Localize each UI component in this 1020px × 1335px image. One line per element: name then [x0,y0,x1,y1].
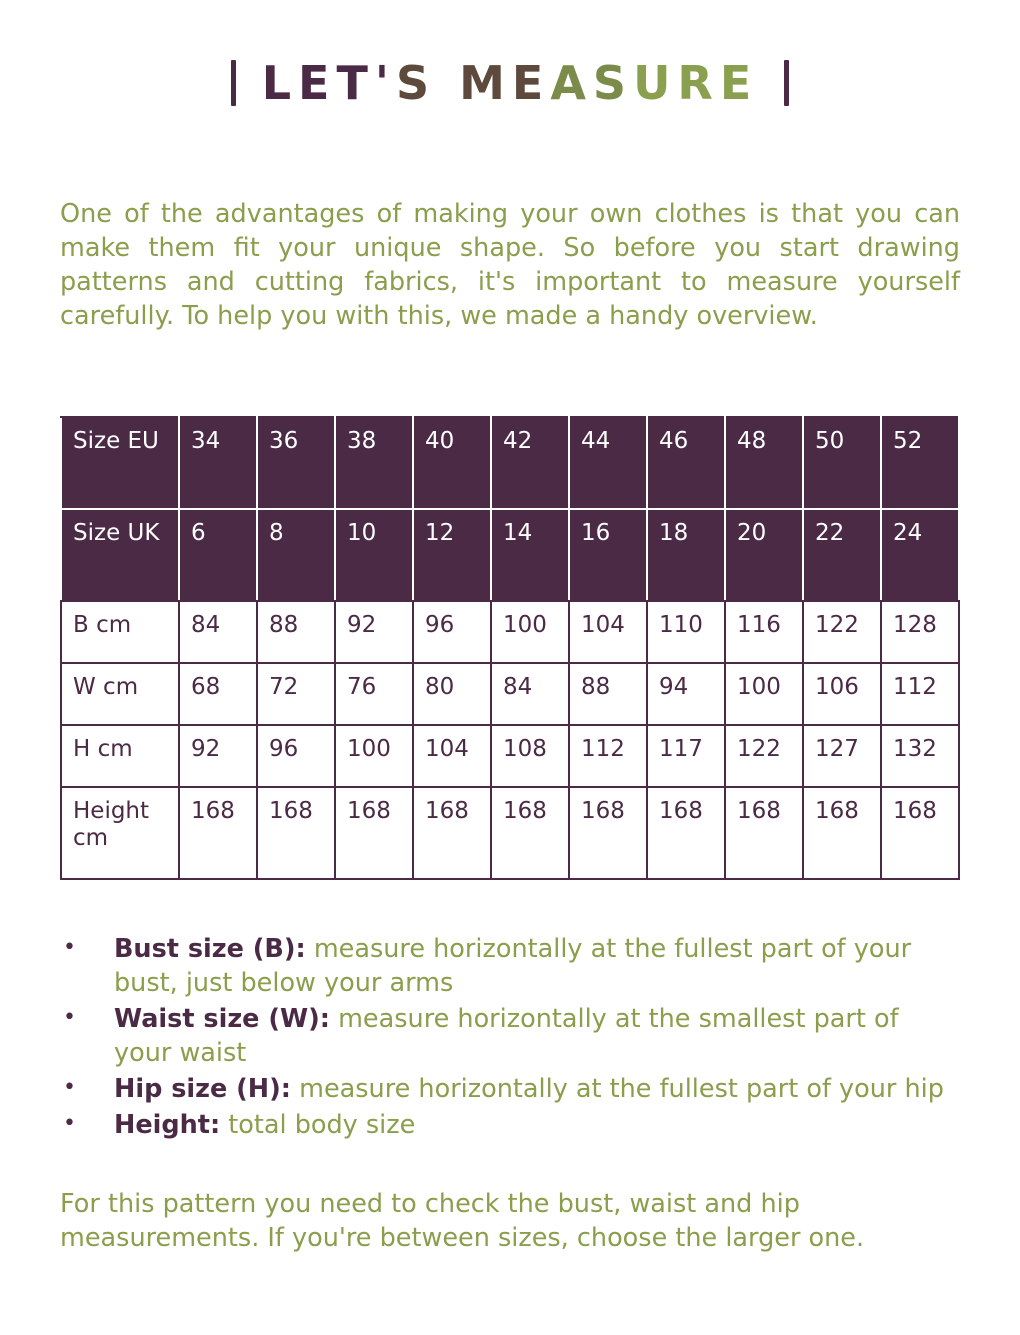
table-cell: 88 [569,663,647,725]
table-row [61,663,959,725]
list-item-lead: Waist size (W): [114,1003,330,1034]
list-item [60,1002,960,1070]
bullet-marker: • [63,934,76,960]
list-item-lead: Height: [114,1110,221,1141]
row-label: H cm [61,725,179,787]
intro-paragraph: One of the advantages of making your own clothes is that you can make them fit your unique shape. So before you start drawing patterns and cutting fabrics, it's important to measure yourself carefully. To help you with this, we made a handy overview. [60,199,960,331]
table-cell: 168 [491,787,569,879]
title-left-rule [231,60,236,106]
list-item-rest: measure horizontally at the fullest part of your hip [291,1074,944,1105]
list-item-text [114,1002,960,1070]
table-cell: 168 [257,787,335,879]
table-cell: 46 [647,417,725,509]
table-cell: 168 [179,787,257,879]
table-cell: 48 [725,417,803,509]
row-label: Size EU [61,417,179,509]
table-cell: 42 [491,417,569,509]
page-title [60,0,960,120]
table-cell: 72 [257,663,335,725]
row-label: W cm [61,663,179,725]
row-label: Height cm [61,787,179,879]
table-cell: 100 [491,601,569,663]
list-item-text [114,1108,960,1142]
table-cell: 127 [803,725,881,787]
table-cell: 38 [335,417,413,509]
title-text: LET'S MEASURE [261,56,759,110]
table-cell: 68 [179,663,257,725]
list-item [60,932,960,1000]
table-cell: 18 [647,509,725,601]
table-cell: 104 [413,725,491,787]
table-cell: 108 [491,725,569,787]
table-cell: 10 [335,509,413,601]
size-chart-body [61,417,959,879]
table-cell: 96 [413,601,491,663]
table-cell: 94 [647,663,725,725]
table-cell: 84 [491,663,569,725]
table-cell: 168 [725,787,803,879]
bullet-marker: • [63,1004,76,1030]
list-item-text [114,1072,960,1106]
table-cell: 14 [491,509,569,601]
list-item-lead: Bust size (B): [114,933,306,964]
table-cell: 92 [335,601,413,663]
table-cell: 76 [335,663,413,725]
table-cell: 100 [725,663,803,725]
table-cell: 132 [881,725,959,787]
list-item-rest: total body size [220,1110,416,1141]
table-row [61,509,959,601]
measurement-definitions-list [60,932,960,1143]
bullet-marker: • [63,1075,76,1101]
list-item-text [114,932,960,1000]
table-row [61,725,959,787]
list-item-rest: measure horizontally at the fullest part of your bust, just below your arms [114,933,912,998]
table-cell: 6 [179,509,257,601]
table-cell: 168 [803,787,881,879]
row-label: Size UK [61,509,179,601]
table-cell: 104 [569,601,647,663]
table-cell: 80 [413,663,491,725]
table-cell: 168 [413,787,491,879]
table-cell: 168 [647,787,725,879]
table-cell: 122 [803,601,881,663]
table-row [61,417,959,509]
table-cell: 117 [647,725,725,787]
table-cell: 8 [257,509,335,601]
table-cell: 50 [803,417,881,509]
table-cell: 84 [179,601,257,663]
list-item [60,1108,960,1142]
table-cell: 110 [647,601,725,663]
table-cell: 168 [881,787,959,879]
table-cell: 40 [413,417,491,509]
table-cell: 106 [803,663,881,725]
table-cell: 88 [257,601,335,663]
table-cell: 52 [881,417,959,509]
table-cell: 100 [335,725,413,787]
table-cell: 22 [803,509,881,601]
table-cell: 92 [179,725,257,787]
table-cell: 96 [257,725,335,787]
outro-paragraph: For this pattern you need to check the bust, waist and hip measurements. If you're between sizes, choose the larger one. [60,1188,865,1253]
table-cell: 122 [725,725,803,787]
table-cell: 168 [569,787,647,879]
table-cell: 112 [569,725,647,787]
table-cell: 34 [179,417,257,509]
list-item-lead: Hip size (H): [114,1074,291,1105]
list-item [60,1072,960,1106]
row-label: B cm [61,601,179,663]
table-row [61,601,959,663]
table-cell: 16 [569,509,647,601]
table-cell: 116 [725,601,803,663]
table-row [61,787,959,879]
table-cell: 24 [881,509,959,601]
table-cell: 44 [569,417,647,509]
table-cell: 128 [881,601,959,663]
table-cell: 36 [257,417,335,509]
bullet-marker: • [63,1111,76,1137]
list-item-rest: measure horizontally at the smallest part of your waist [114,1003,899,1069]
title-right-rule [784,60,789,106]
table-cell: 112 [881,663,959,725]
size-chart-table [60,416,960,880]
table-cell: 168 [335,787,413,879]
table-cell: 20 [725,509,803,601]
table-cell: 12 [413,509,491,601]
